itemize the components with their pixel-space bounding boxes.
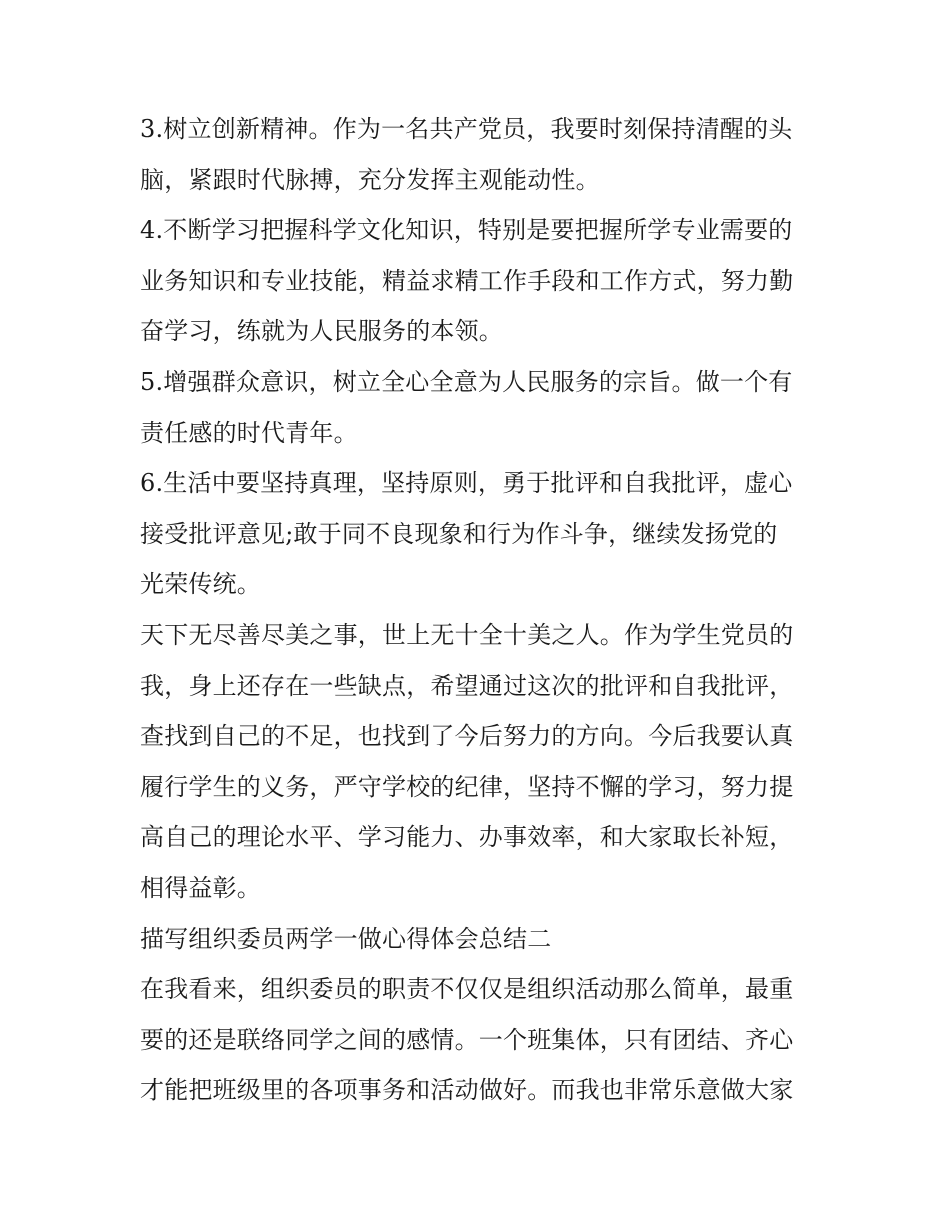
text-line: 履行学生的义务，严守学校的纪律，坚持不懈的学习，努力提 bbox=[140, 772, 794, 801]
text-line: 查找到自己的不足，也找到了今后努力的方向。今后我要认真 bbox=[140, 722, 794, 751]
text-line: 责任感的时代青年。 bbox=[140, 418, 358, 447]
text-line: 业务知识和专业技能，精益求精工作手段和工作方式，努力勤 bbox=[140, 266, 794, 295]
text-line: 奋学习，练就为人民服务的本领。 bbox=[140, 317, 503, 346]
document-body bbox=[140, 104, 820, 1116]
text-line: 我，身上还存在一些缺点，希望通过这次的批评和自我批评， bbox=[140, 671, 794, 700]
text-line: 要的还是联络同学之间的感情。一个班集体，只有团结、齐心 bbox=[140, 1025, 794, 1054]
text-line: 光荣传统。 bbox=[140, 570, 261, 599]
text-line: 5.增强群众意识，树立全心全意为人民服务的宗旨。做一个有 bbox=[140, 367, 793, 396]
text-line: 4.不断学习把握科学文化知识，特别是要把握所学专业需要的 bbox=[140, 216, 793, 245]
text-line: 6.生活中要坚持真理，坚持原则，勇于批评和自我批评，虚心 bbox=[140, 469, 793, 498]
text-line: 高自己的理论水平、学习能力、办事效率，和大家取长补短， bbox=[140, 823, 794, 852]
text-line: 接受批评意见;敢于同不良现象和行为作斗争，继续发扬党的 bbox=[140, 519, 778, 548]
text-line: 脑，紧跟时代脉搏，充分发挥主观能动性。 bbox=[140, 165, 600, 194]
text-line: 在我看来，组织委员的职责不仅仅是组织活动那么简单，最重 bbox=[140, 975, 794, 1004]
text-line: 3.树立创新精神。作为一名共产党员，我要时刻保持清醒的头 bbox=[140, 115, 793, 143]
section-heading: 描写组织委员两学一做心得体会总结二 bbox=[140, 924, 552, 953]
text-line: 天下无尽善尽美之事，世上无十全十美之人。作为学生党员的 bbox=[140, 620, 794, 649]
text-line: 才能把班级里的各项事务和活动做好。而我也非常乐意做大家 bbox=[140, 1076, 794, 1105]
text-line: 相得益彰。 bbox=[140, 873, 261, 902]
